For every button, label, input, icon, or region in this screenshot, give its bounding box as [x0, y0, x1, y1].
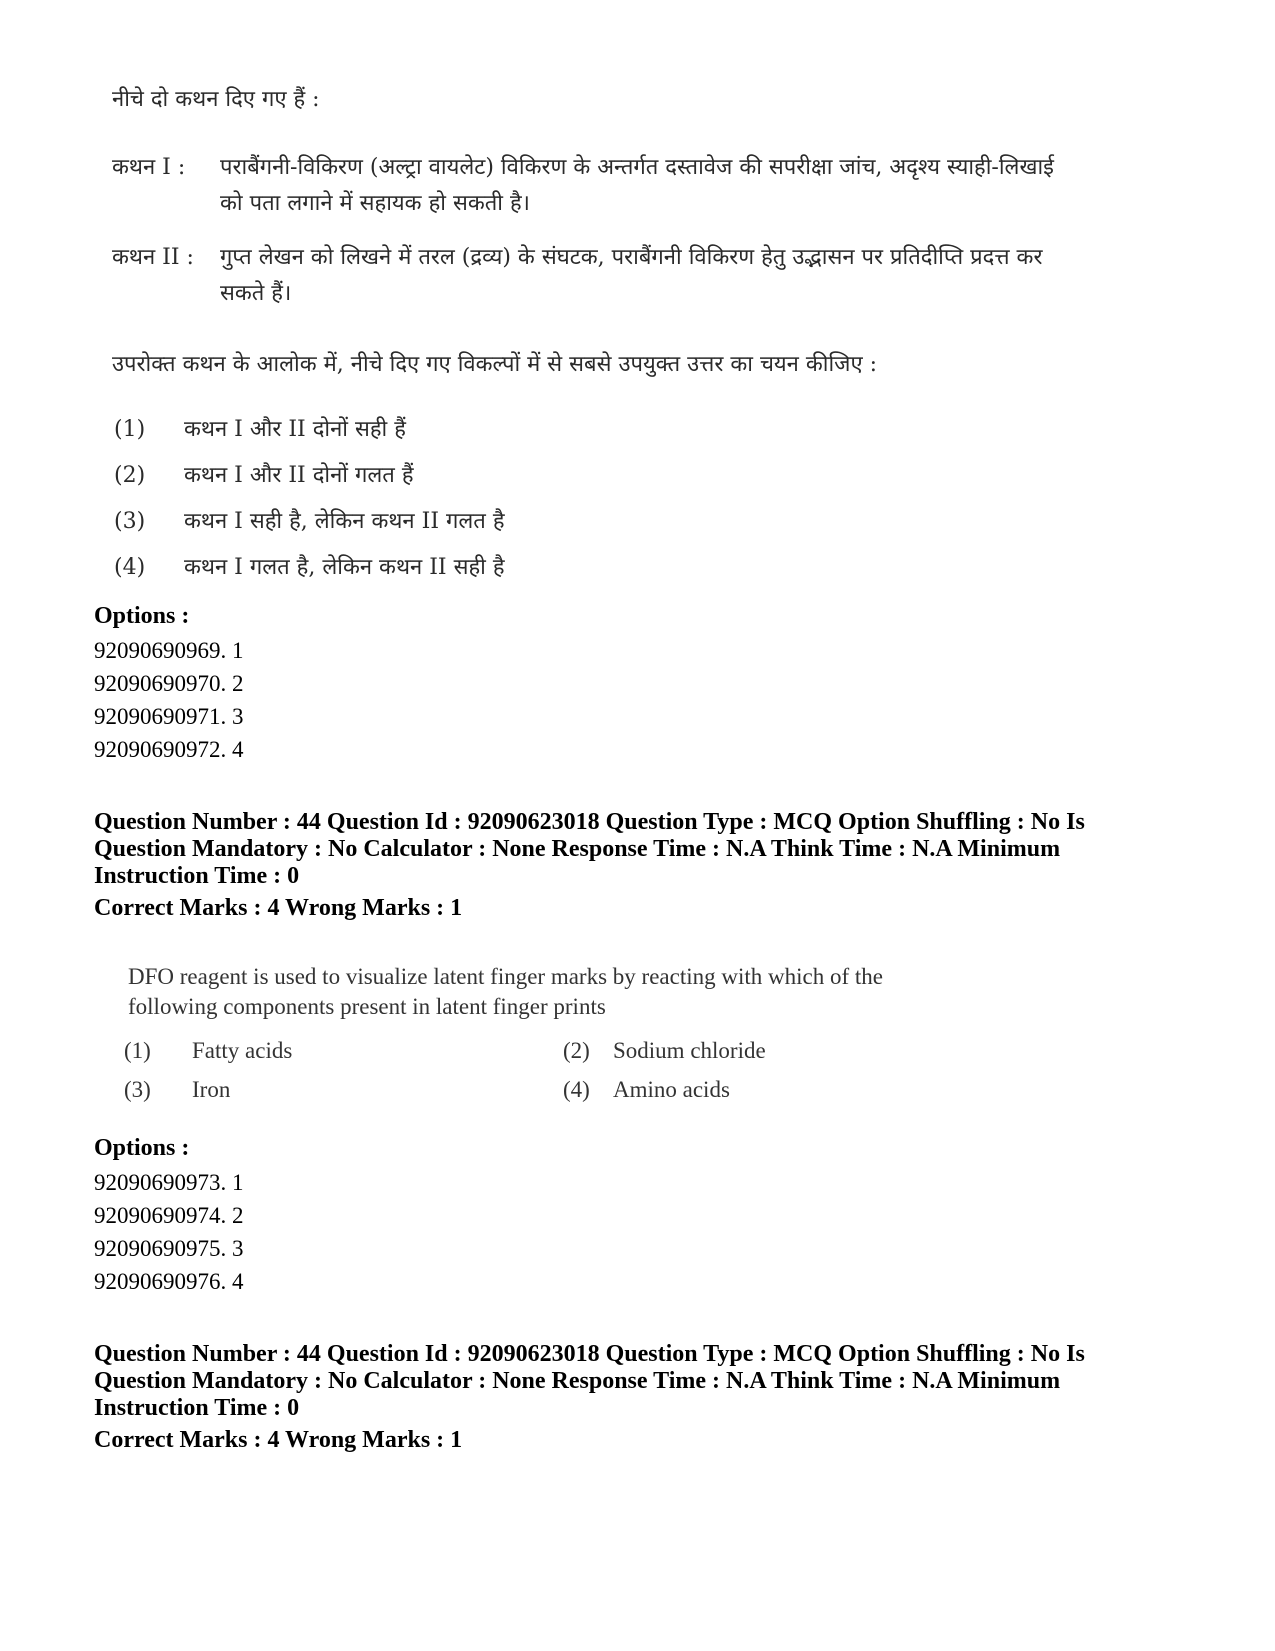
choice-number: (3): [114, 509, 146, 534]
option-item: 92090690970. 2: [94, 671, 244, 696]
choice-number: (4): [563, 1077, 590, 1102]
english-choice: [563, 1075, 730, 1105]
question-meta-line: Question Number : 44 Question Id : 92090623018 Question Type : MCQ Option Shuffling : No Is: [94, 809, 1085, 835]
choice-text: Iron: [192, 1077, 231, 1102]
option-item: 92090690973. 1: [94, 1170, 244, 1195]
question-meta-line: Instruction Time : 0: [94, 1395, 300, 1421]
question-meta-line: Question Mandatory : No Calculator : None Response Time : N.A Think Time : N.A Minimum: [94, 836, 1061, 862]
options-list: [94, 1166, 244, 1298]
choice-text: Amino acids: [613, 1077, 730, 1102]
choice-text: कथन I सही है, लेकिन कथन II गलत है: [184, 509, 505, 534]
hindi-choice: [114, 550, 505, 586]
english-choice: [563, 1036, 766, 1066]
choice-number: (1): [124, 1038, 151, 1063]
option-item: 92090690971. 3: [94, 704, 244, 729]
option-item: 92090690969. 1: [94, 638, 244, 663]
choice-number: (2): [114, 463, 146, 488]
options-list: [94, 634, 244, 766]
option-item: 92090690972. 4: [94, 737, 244, 762]
statement-2-text: गुप्त लेखन को लिखने में तरल (द्रव्य) के संघटक, पराबैंगनी विकिरण हेतु उद्भासन पर प्रतिदीप्ति प्रदत्त कर सकते हैं।: [220, 245, 1043, 306]
statement-1-text: पराबैंगनी-विकिरण (अल्ट्रा वायलेट) विकिरण के अन्तर्गत दस्तावेज की सपरीक्षा जांच, अदृश्य स्याही-लिखाई को पता लगाने में सहायक हो सकती है।: [220, 155, 1054, 216]
english-choice: [124, 1036, 292, 1066]
question-metadata: [94, 1341, 1204, 1422]
choice-number: (3): [124, 1077, 151, 1102]
statement-1: [112, 150, 1072, 222]
choice-text: Fatty acids: [192, 1038, 293, 1063]
hindi-choice: [114, 504, 505, 540]
option-item: 92090690974. 2: [94, 1203, 244, 1228]
option-item: 92090690976. 4: [94, 1269, 244, 1294]
choice-text: कथन I गलत है, लेकिन कथन II सही है: [184, 555, 505, 580]
choice-text: Sodium chloride: [613, 1038, 766, 1063]
question-meta-line: Instruction Time : 0: [94, 863, 300, 889]
choice-text: कथन I और II दोनों सही हैं: [184, 417, 406, 442]
statement-2-label: कथन II :: [112, 245, 194, 270]
question-metadata: [94, 809, 1204, 890]
question-marks: Correct Marks : 4 Wrong Marks : 1: [94, 1427, 463, 1453]
options-label: Options :: [94, 603, 190, 629]
choice-number: (2): [563, 1038, 590, 1063]
options-label: Options :: [94, 1135, 190, 1161]
question-meta-line: Question Number : 44 Question Id : 92090623018 Question Type : MCQ Option Shuffling : No Is: [94, 1341, 1085, 1367]
option-item: 92090690975. 3: [94, 1236, 244, 1261]
question-meta-line: Question Mandatory : No Calculator : None Response Time : N.A Think Time : N.A Minimum: [94, 1368, 1061, 1394]
hindi-choice: [114, 458, 414, 494]
choice-number: (1): [114, 417, 146, 442]
question-marks: Correct Marks : 4 Wrong Marks : 1: [94, 895, 463, 921]
english-choice: [124, 1075, 230, 1105]
question-line: DFO reagent is used to visualize latent finger marks by reacting with which of the: [128, 964, 883, 989]
hindi-choice: [114, 412, 406, 448]
statement-1-label: कथन I :: [112, 155, 186, 180]
english-question-text: [128, 962, 1048, 1022]
statement-2: [112, 240, 1072, 312]
question-line: following components present in latent finger prints: [128, 994, 606, 1019]
choice-number: (4): [114, 555, 146, 580]
choice-text: कथन I और II दोनों गलत हैं: [184, 463, 414, 488]
hindi-question-intro: नीचे दो कथन दिए गए हैं :: [112, 87, 320, 112]
hindi-question-prompt: उपरोक्त कथन के आलोक में, नीचे दिए गए विकल्पों में से सबसे उपयुक्त उत्तर का चयन कीजिए :: [112, 352, 878, 377]
